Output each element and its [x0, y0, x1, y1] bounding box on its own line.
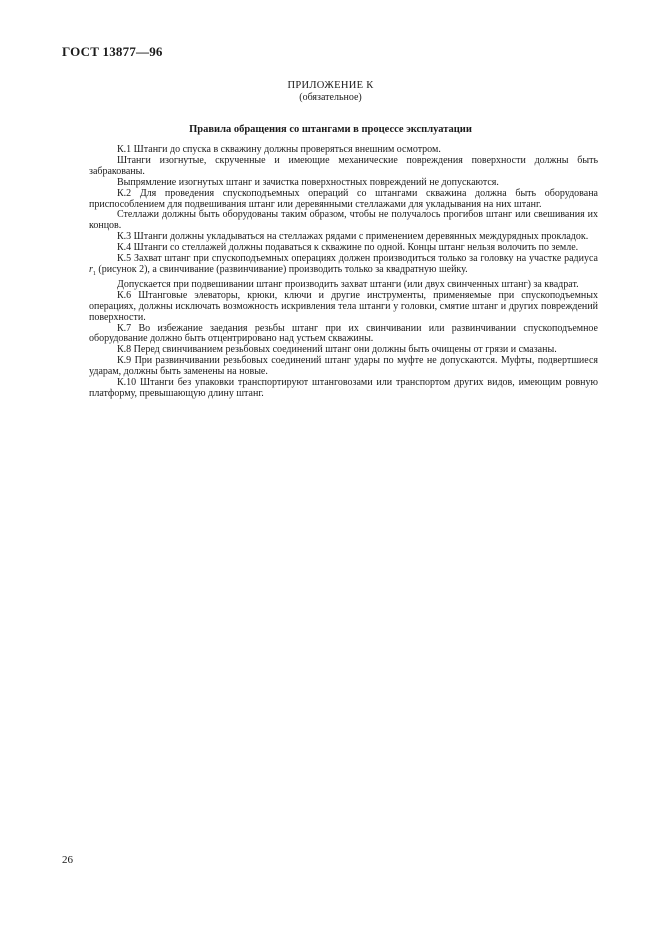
paragraph-k2: К.2 Для проведения спускоподъемных операций со штангами скважина должна быть оборудована приспособлением для подвешивания штанг или деревянными стеллажами для укладывания на них штанг. — [89, 187, 598, 210]
body-text — [89, 145, 598, 400]
paragraph-k6: К.6 Штанговые элеваторы, крюки, ключи и другие инструменты, применяемые при спускоподъемных операциях, должны исключать возможность искривления тела штанги у головки, смятие штанг и других повреждений поверхности. — [89, 289, 598, 323]
paragraph-k8: К.8 Перед свинчиванием резьбовых соединений штанг они должны быть очищены от грязи и смазаны. — [117, 344, 557, 356]
paragraph-k7: К.7 Во избежание заедания резьбы штанг при их свинчивании или развинчивании спускоподъемное оборудование должно быть отцентрировано над устьем скважины. — [89, 322, 598, 345]
page-number: 26 — [62, 854, 73, 866]
paragraph-k5 — [89, 254, 598, 280]
radius-subscript: 1 — [92, 270, 96, 277]
paragraph-k5-before: К.5 Захват штанг при спускоподъемных операциях должен производиться только за головку на участке радиуса — [117, 253, 598, 265]
appendix-title: ПРИЛОЖЕНИЕ К — [287, 80, 374, 91]
paragraph-k9: К.9 При развинчивании резьбовых соединений штанг удары по муфте не допускаются. Муфты, подвертшиеся ударам, должны быть заменены на новые. — [89, 355, 598, 378]
paragraph-k1: К.1 Штанги до спуска в скважину должны проверяться внешним осмотром. — [117, 144, 441, 155]
appendix-subtitle: (обязательное) — [299, 92, 362, 103]
paragraph-k1-straightening: Выпрямление изогнутых штанг и зачистка поверхностных повреждений не допускаются. — [117, 176, 499, 188]
paragraph-k10: К.10 Штанги без упаковки транспортируют штанговозами или транспортом других видов, имеющим ровную платформу, превышающую длину штанг. — [89, 377, 598, 399]
paragraph-k5-after: (рисунок 2), а свинчивание (развинчивание) производить только за квадратную шейку. — [95, 263, 468, 275]
paragraph-k5-square: Допускается при подвешивании штанг производить захват штанги (или двух свинченных штанг) за квадрат. — [117, 278, 579, 290]
section-heading: Правила обращения со штангами в процессе эксплуатации — [189, 124, 472, 135]
document-code-header: ГОСТ 13877—96 — [62, 44, 163, 59]
paragraph-k2-racks: Стеллажи должны быть оборудованы таким образом, чтобы не получалось прогибов штанг или свешивания их концов. — [89, 209, 598, 232]
paragraph-k1-defects: Штанги изогнутые, скрученные и имеющие механические повреждения поверхности должны быть забракованы. — [89, 154, 598, 177]
paragraph-k4: К.4 Штанги со стеллажей должны подаваться к скважине по одной. Концы штанг нельзя волочить по земле. — [117, 242, 579, 254]
radius-variable: r — [89, 263, 93, 275]
paragraph-k3: К.3 Штанги должны укладываться на стеллажах рядами с применением деревянных междурядных прокладок. — [117, 231, 589, 243]
